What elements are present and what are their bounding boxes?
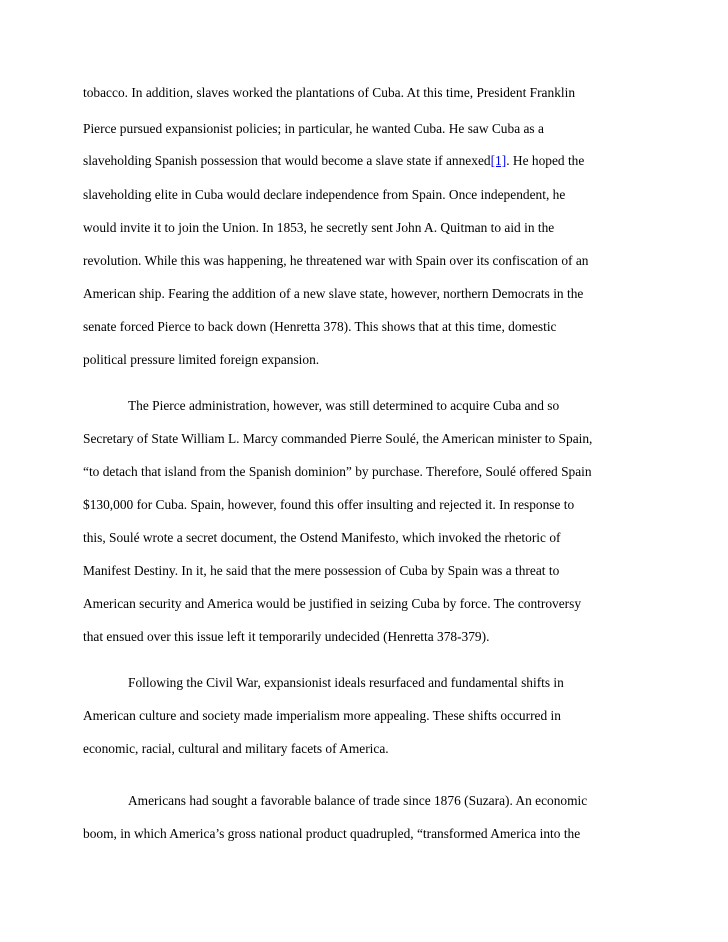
paragraph-1-line-1: tobacco. In addition, slaves worked the plantations of Cuba. At this time, President Franklin [83,85,576,100]
paragraph-1-line-9: political pressure limited foreign expansion. [83,352,320,367]
paragraph-3-line-1: Following the Civil War, expansionist ideals resurfaced and fundamental shifts in [128,675,564,690]
paragraph-1-line-7: American ship. Fearing the addition of a new slave state, however, northern Democrats in the [83,286,584,301]
paragraph-4-line-1: Americans had sought a favorable balance of trade since 1876 (Suzara). An economic [128,793,588,808]
paragraph-1-line-2: Pierce pursued expansionist policies; in particular, he wanted Cuba. He saw Cuba as a [83,121,544,136]
paragraph-2-line-4: $130,000 for Cuba. Spain, however, found this offer insulting and rejected it. In response to [83,497,575,512]
paragraph-2-line-6: Manifest Destiny. In it, he said that the mere possession of Cuba by Spain was a threat to [83,563,560,578]
footnote-link[interactable]: [1] [490,153,507,168]
paragraph-4-line-2: boom, in which America’s gross national product quadrupled, “transformed America into the [83,826,581,841]
paragraph-1-line-4: slaveholding elite in Cuba would declare independence from Spain. Once independent, he [83,187,566,202]
paragraph-2-line-5: this, Soulé wrote a secret document, the Ostend Manifesto, which invoked the rhetoric of [83,530,561,545]
paragraph-2-line-7: American security and America would be justified in seizing Cuba by force. The controversy [83,596,582,611]
paragraph-2-line-3: “to detach that island from the Spanish dominion” by purchase. Therefore, Soulé offered Spain [83,464,592,479]
paragraph-2-line-2: Secretary of State William L. Marcy commanded Pierre Soulé, the American minister to Spain, [83,431,593,446]
paragraph-1-line-3 [83,153,584,169]
paragraph-2-line-1: The Pierce administration, however, was still determined to acquire Cuba and so [128,398,560,413]
paragraph-1-line-8: senate forced Pierce to back down (Henretta 378). This shows that at this time, domestic [83,319,557,334]
paragraph-1-line-5: would invite it to join the Union. In 1853, he secretly sent John A. Quitman to aid in the [83,220,555,235]
paragraph-3-line-3: economic, racial, cultural and military facets of America. [83,741,389,756]
paragraph-1-line-3-text: slaveholding Spanish possession that would become a slave state if annexed [83,153,491,168]
paragraph-1-line-6: revolution. While this was happening, he threatened war with Spain over its confiscation of an [83,253,589,268]
paragraph-2-line-8: that ensued over this issue left it temporarily undecided (Henretta 378-379). [83,629,490,644]
paragraph-1-line-3-end: . He hoped the [506,153,585,168]
paragraph-3-line-2: American culture and society made imperialism more appealing. These shifts occurred in [83,708,561,723]
